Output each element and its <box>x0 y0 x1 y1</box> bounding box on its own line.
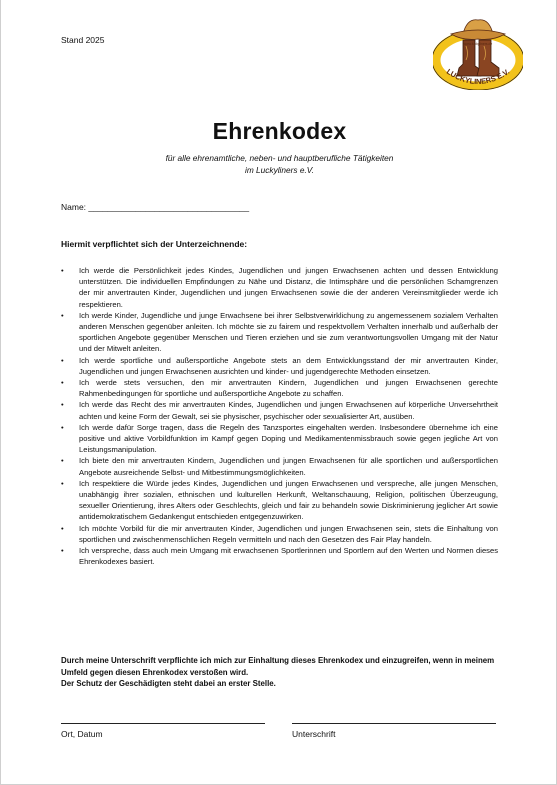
place-date-label: Ort, Datum <box>61 729 103 739</box>
list-item <box>61 422 498 456</box>
logo-ring-text: LUCKYLINERS E.V. <box>444 66 512 87</box>
list-item <box>61 265 498 310</box>
bullet-icon: • <box>61 456 64 466</box>
bullet-icon: • <box>61 378 64 388</box>
place-date-line[interactable] <box>61 723 265 724</box>
club-logo <box>433 14 523 90</box>
list-item <box>61 455 498 477</box>
bullet-icon: • <box>61 546 64 556</box>
bullet-icon: • <box>61 400 64 410</box>
list-item-text: Ich respektiere die Würde jedes Kindes, Jugendlichen und jungen Erwachsenen und verspreche, alle jungen Menschen, unabhängig ihrer sozialen, ethnischen und kulturellen Herkunft, Weltanschauung, Religion, politischen Überzeugung, sexueller Orientierung, ihres Alters oder Geschlechts, gleich und fair zu behandeln sowie Diskriminierung jeglicher Art sowie antidemokratischem Gedankengut entschieden entgegenzuwirken. <box>79 478 498 522</box>
list-item-text: Ich werde das Recht des mir anvertrauten Kindes, Jugendlichen und jungen Erwachsenen auf körperliche Unversehrtheit achten und keine Form der Gewalt, sei sie physischer, psychischer oder sexualisierter Art, ausüben. <box>79 400 498 421</box>
list-item-text: Ich werde sportliche und außersportliche Angebote stets an dem Entwicklungsstand der mir anvertrauten Kinder, Jugendlichen und jungen Erwachsenen ausrichten und kinder- und jugendgerechte Methoden einsetzen. <box>79 355 498 376</box>
logo-top-text: www.luckyliners.de <box>463 42 493 46</box>
list-item-text: Ich biete den mir anvertrauten Kindern, Jugendlichen und jungen Erwachsenen für alle sportlichen und außersportlichen Angebote ausreichende Selbst- und Mitbestimmungsmöglichkeiten. <box>79 456 498 477</box>
page-subtitle <box>1 152 557 176</box>
signature-label: Unterschrift <box>292 729 336 739</box>
closing-statement <box>61 655 501 690</box>
list-item-text: Ich werde dafür Sorge tragen, dass die Regeln des Tanzsportes eingehalten werden. Insbesondere übernehme ich eine positive und aktive Vorbildfunktion im Kampf gegen Doping und Medikamentenmissbrauch sowie gegen jegliche Art von Leistungsmanipulation. <box>79 422 498 455</box>
signature-line[interactable] <box>292 723 496 724</box>
closing-line-2: Der Schutz der Geschädigten steht dabei an erster Stelle. <box>61 679 276 688</box>
intro-heading: Hiermit verpflichtet sich der Unterzeichnende: <box>61 239 248 249</box>
list-item <box>61 355 498 377</box>
list-item-text: Ich werde die Persönlichkeit jedes Kindes, Jugendlichen und jungen Erwachsenen achten und dessen Entwicklung unterstützen. Die individuellen Empfindungen zu Nähe und Distanz, die Intimsphäre und die persönlichen Schamgrenzen der mir anvertrauten Kinder, Jugendlichen und jungen Erwachsenen sowie die der anderen Vereinsmitglieder werde ich respektieren. <box>79 266 498 309</box>
subtitle-line-1: für alle ehrenamtliche, neben- und hauptberufliche Tätigkeiten <box>165 153 394 163</box>
bullet-icon: • <box>61 422 64 432</box>
list-item <box>61 310 498 355</box>
list-item <box>61 545 498 567</box>
list-item <box>61 478 498 523</box>
pledge-list <box>61 265 498 567</box>
page-title: Ehrenkodex <box>212 118 347 144</box>
bullet-icon: • <box>61 310 64 320</box>
bullet-icon: • <box>61 523 64 533</box>
list-item-text: Ich verspreche, dass auch mein Umgang mit erwachsenen Sportlerinnen und Sportlern auf den Werten und Normen dieses Ehrenkodexes basiert. <box>79 546 498 567</box>
list-item-text: Ich werde stets versuchen, den mir anvertrauten Kindern, Jugendlichen und jungen Erwachsenen gerechte Rahmenbedingungen für sportliche und außersportliche Angebote zu schaffen. <box>79 378 498 399</box>
list-item-text: Ich werde Kinder, Jugendliche und junge Erwachsene bei ihrer Selbstverwirklichung zu angemessenem sozialem Verhalten anderen Menschen gegenüber anleiten. Ich möchte sie zu fairem und respektvollem Verhalten innerhalb und außerhalb der sportlichen Angebote gegenüber Menschen und Tieren erziehen und sie zum verantwortungsvollen Umgang mit der Natur und der Mitwelt anleiten. <box>79 310 498 354</box>
cowboy-boot-hat-icon <box>433 14 523 90</box>
list-item <box>61 377 498 399</box>
list-item <box>61 523 498 545</box>
list-item <box>61 399 498 421</box>
bullet-icon: • <box>61 478 64 488</box>
bullet-icon: • <box>61 355 64 365</box>
name-field[interactable]: Name: __________________________________ <box>61 202 250 212</box>
list-item-text: Ich möchte Vorbild für die mir anvertrauten Kinder, Jugendlichen und jungen Erwachsenen sein, stets die Einhaltung von sportlichen und zwischenmenschlichen Regeln vermitteln und nach den Gesetzen des Fair Play handeln. <box>79 523 498 544</box>
document-version: Stand 2025 <box>61 35 105 45</box>
bullet-icon: • <box>61 266 64 275</box>
closing-line-1: Durch meine Unterschrift verpflichte ich mich zur Einhaltung dieses Ehrenkodex und einzugreifen, wenn in meinem Umfeld gegen diesen Ehrenkodex verstoßen wird. <box>61 656 495 677</box>
subtitle-line-2: im Luckyliners e.V. <box>244 165 314 175</box>
